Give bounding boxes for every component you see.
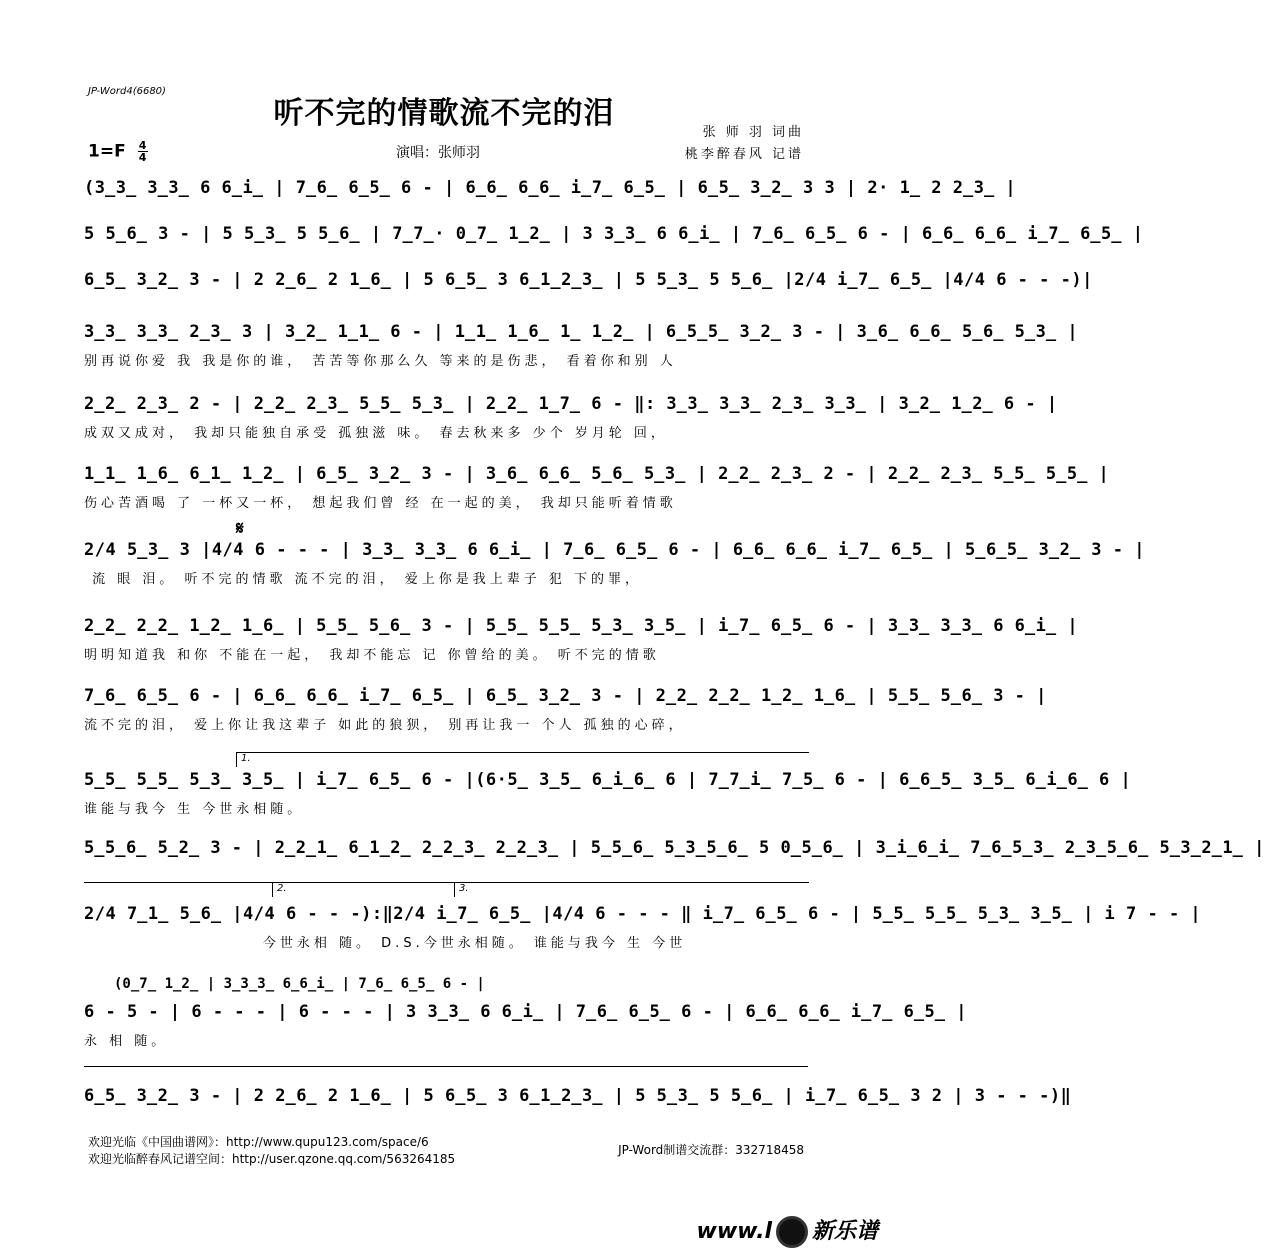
- volta-2: 2.: [272, 882, 455, 897]
- upper-voice-line: (0̲7̲ 1̲2̲ | 3̲3̲3̲ 6̲6̲i̲ | 7̲6̲ 6̲5̲ 6 - |: [114, 976, 485, 992]
- logo-text: 新乐谱: [811, 1219, 878, 1244]
- lyrics-line: 明明知道我 和你 不能在一起， 我却不能忘 记 你曾给的美。 听不完的情歌: [84, 648, 660, 663]
- song-title: 听不完的情歌流不完的泪: [273, 96, 615, 131]
- footer-links: [88, 1134, 455, 1168]
- volta-3: 3.: [454, 882, 809, 897]
- volta-1: 1.: [236, 752, 809, 767]
- lyrics-line: 别再说你爱 我 我是你的谁， 苦苦等你那么久 等来的是伤悲， 看着你和别 人: [84, 354, 677, 369]
- system-5: [84, 394, 1058, 444]
- notes-line: 2̲2̲ 2̲2̲ 1̲2̲ 1̲6̲ | 5̲5̲ 5̲6̲ 3 - | 5̲5̲ 5̲5̲ 5̲3̲ 3̲5̲ | i̲7̲ 6̲5̲ 6 - | 3̲3̲ 3̲3̲ 6 6̲i̲ |: [84, 616, 1079, 636]
- key-signature: [88, 140, 148, 163]
- key-label: 1=F: [88, 141, 126, 162]
- credit-transcriber: 桃李醉春风 记谱: [684, 147, 804, 162]
- logo-prefix: www.l: [696, 1219, 772, 1244]
- lyrics-line: 流 眼 泪。 听不完的情歌 流不完的泪， 爱上你是我上辈子 犯 下的罪，: [84, 572, 643, 587]
- record-disc-icon: [776, 1216, 808, 1248]
- lyrics-line: 今世永相 随。 D.S.今世永相随。 谁能与我今 生 今世: [84, 936, 687, 951]
- notes-line: (3̲3̲ 3̲3̲ 6 6̲i̲ | 7̲6̲ 6̲5̲ 6 - | 6̲6̲ 6̲6̲ i̲7̲ 6̲5̲ | 6̲5̲ 3̲2̲ 3 3 | 2· 1̲ 2 2̲3̲ |: [84, 178, 1017, 198]
- time-top: 4: [138, 139, 147, 152]
- credits: [685, 122, 804, 166]
- footer-link-qzone[interactable]: 欢迎光临醉春风记谱空间：http://user.qzone.qq.com/563264185: [88, 1152, 456, 1166]
- volta-3-continued: [84, 1066, 808, 1081]
- lyrics-line: 永 相 随。: [84, 1034, 169, 1049]
- notes-line: 5̲5̲ 5̲5̲ 5̲3̲ 3̲5̲ | i̲7̲ 6̲5̲ 6 - |(6·5̲ 3̲5̲ 6̲i̲6̲ 6 | 7̲7̲i̲ 7̲5̲ 6 - | 6̲6̲5̲ 3̲5̲ 6̲i̲6̲ 6 |: [84, 770, 1132, 790]
- notes-line: 6̲5̲ 3̲2̲ 3 - | 2 2̲6̲ 2 1̲6̲ | 5 6̲5̲ 3 6̲1̲2̲3̲ | 5 5̲3̲ 5 5̲6̲ | i̲7̲ 6̲5̲ 3 2 | 3 - - -)‖: [84, 1086, 1072, 1106]
- footer-group: JP-Word制谱交流群：332718458: [618, 1143, 804, 1157]
- system-14: [84, 1086, 1072, 1116]
- system-13: [84, 976, 967, 1049]
- system-8: [84, 616, 1079, 666]
- system-1: [84, 178, 1017, 208]
- notes-line: 2/4 7̲1̲ 5̲6̲ |4/4 6 - - -):‖2/4 i̲7̲ 6̲5̲ |4/4 6 - - - ‖ i̲7̲ 6̲5̲ 6 - | 5̲5̲ 5̲5̲ 5̲3̲ 3̲5̲ | i 7 - - |: [84, 904, 1202, 924]
- lyrics-line: 流不完的泪， 爱上你让我这辈子 如此的狼狈， 别再让我一 个人 孤独的心碎，: [84, 718, 686, 733]
- notes-line: 2/4 5̲3̲ 3 |4/4 6 - - - | 3̲3̲ 3̲3̲ 6 6̲i̲ | 7̲6̲ 6̲5̲ 6 - | 6̲6̲ 6̲6̲ i̲7̲ 6̲5̲ | 5̲6̲5̲ 3̲2̲ 3 - |: [84, 540, 1145, 560]
- segno-icon: 𝄋: [236, 518, 244, 539]
- notes-line: 5̲5̲6̲ 5̲2̲ 3 - | 2̲2̲1̲ 6̲1̲2̲ 2̲2̲3̲ 2̲2̲3̲ | 5̲5̲6̲ 5̲3̲5̲6̲ 5 0̲5̲6̲ | 3̲i̲6̲i̲ 7̲6̲5̲3̲ 2̲3̲5̲6̲ 5̲3̲2̲1̲ |: [84, 838, 1265, 858]
- notes-line: 6̲5̲ 3̲2̲ 3 - | 2 2̲6̲ 2 1̲6̲ | 5 6̲5̲ 3 6̲1̲2̲3̲ | 5 5̲3̲ 5 5̲6̲ |2/4 i̲7̲ 6̲5̲ |4/4 6 - - -)|: [84, 270, 1093, 290]
- system-4: [84, 322, 1079, 372]
- notes-line: 3̲3̲ 3̲3̲ 2̲3̲ 3 | 3̲2̲ 1̲1̲ 6 - | 1̲1̲ 1̲6̲ 1̲ 1̲2̲ | 6̲5̲5̲ 3̲2̲ 3 - | 3̲6̲ 6̲6̲ 5̲6̲ 5̲3̲ |: [84, 322, 1079, 342]
- brand-tag: JP-Word4(6680): [88, 86, 166, 97]
- system-11: [84, 838, 1265, 868]
- lyrics-line: 成双又成对， 我却只能独自承受 孤独滋 味。 春去秋来多 少个 岁月轮 回，: [84, 426, 668, 441]
- time-signature: [138, 140, 148, 163]
- lyrics-line: 谁能与我今 生 今世永相随。: [84, 802, 305, 817]
- singer: 演唱：张师羽: [396, 145, 480, 161]
- footer-link-qupu[interactable]: 欢迎光临《中国曲谱网》：http://www.qupu123.com/space/6: [88, 1135, 429, 1149]
- credit-author: 张 师 羽 词曲: [702, 125, 804, 140]
- system-3: [84, 270, 1093, 300]
- notes-line: 7̲6̲ 6̲5̲ 6 - | 6̲6̲ 6̲6̲ i̲7̲ 6̲5̲ | 6̲5̲ 3̲2̲ 3 - | 2̲2̲ 2̲2̲ 1̲2̲ 1̲6̲ | 5̲5̲ 5̲6̲ 3 - |: [84, 686, 1047, 706]
- lyrics-line: 伤心苦酒喝 了 一杯又一杯， 想起我们曾 经 在一起的美， 我却只能听着情歌: [84, 496, 677, 511]
- system-2: [84, 224, 1144, 254]
- time-bottom: 4: [138, 151, 147, 164]
- volta-1-continued: [84, 882, 274, 897]
- system-7: [84, 540, 1145, 590]
- system-9: [84, 686, 1047, 736]
- notes-line: 5 5̲6̲ 3 - | 5 5̲3̲ 5 5̲6̲ | 7̲7̲· 0̲7̲ 1̲2̲ | 3 3̲3̲ 6 6̲i̲ | 7̲6̲ 6̲5̲ 6 - | 6̲6̲ 6̲6̲ i̲7̲ 6̲5̲ |: [84, 224, 1144, 244]
- site-logo: [697, 1214, 878, 1248]
- notes-line: 2̲2̲ 2̲3̲ 2 - | 2̲2̲ 2̲3̲ 5̲5̲ 5̲3̲ | 2̲2̲ 1̲7̲ 6 - ‖: 3̲3̲ 3̲3̲ 2̲3̲ 3̲3̲ | 3̲2̲ 1̲2̲ 6 - |: [84, 394, 1058, 414]
- notes-line: 1̲1̲ 1̲6̲ 6̲1̲ 1̲2̲ | 6̲5̲ 3̲2̲ 3 - | 3̲6̲ 6̲6̲ 5̲6̲ 5̲3̲ | 2̲2̲ 2̲3̲ 2 - | 2̲2̲ 2̲3̲ 5̲5̲ 5̲5̲ |: [84, 464, 1110, 484]
- system-12: [84, 904, 1202, 954]
- notes-line: 6 - 5 - | 6 - - - | 6 - - - | 3 3̲3̲ 6 6̲i̲ | 7̲6̲ 6̲5̲ 6 - | 6̲6̲ 6̲6̲ i̲7̲ 6̲5̲ |: [84, 1002, 967, 1022]
- system-10: [84, 770, 1132, 820]
- system-6: [84, 464, 1110, 514]
